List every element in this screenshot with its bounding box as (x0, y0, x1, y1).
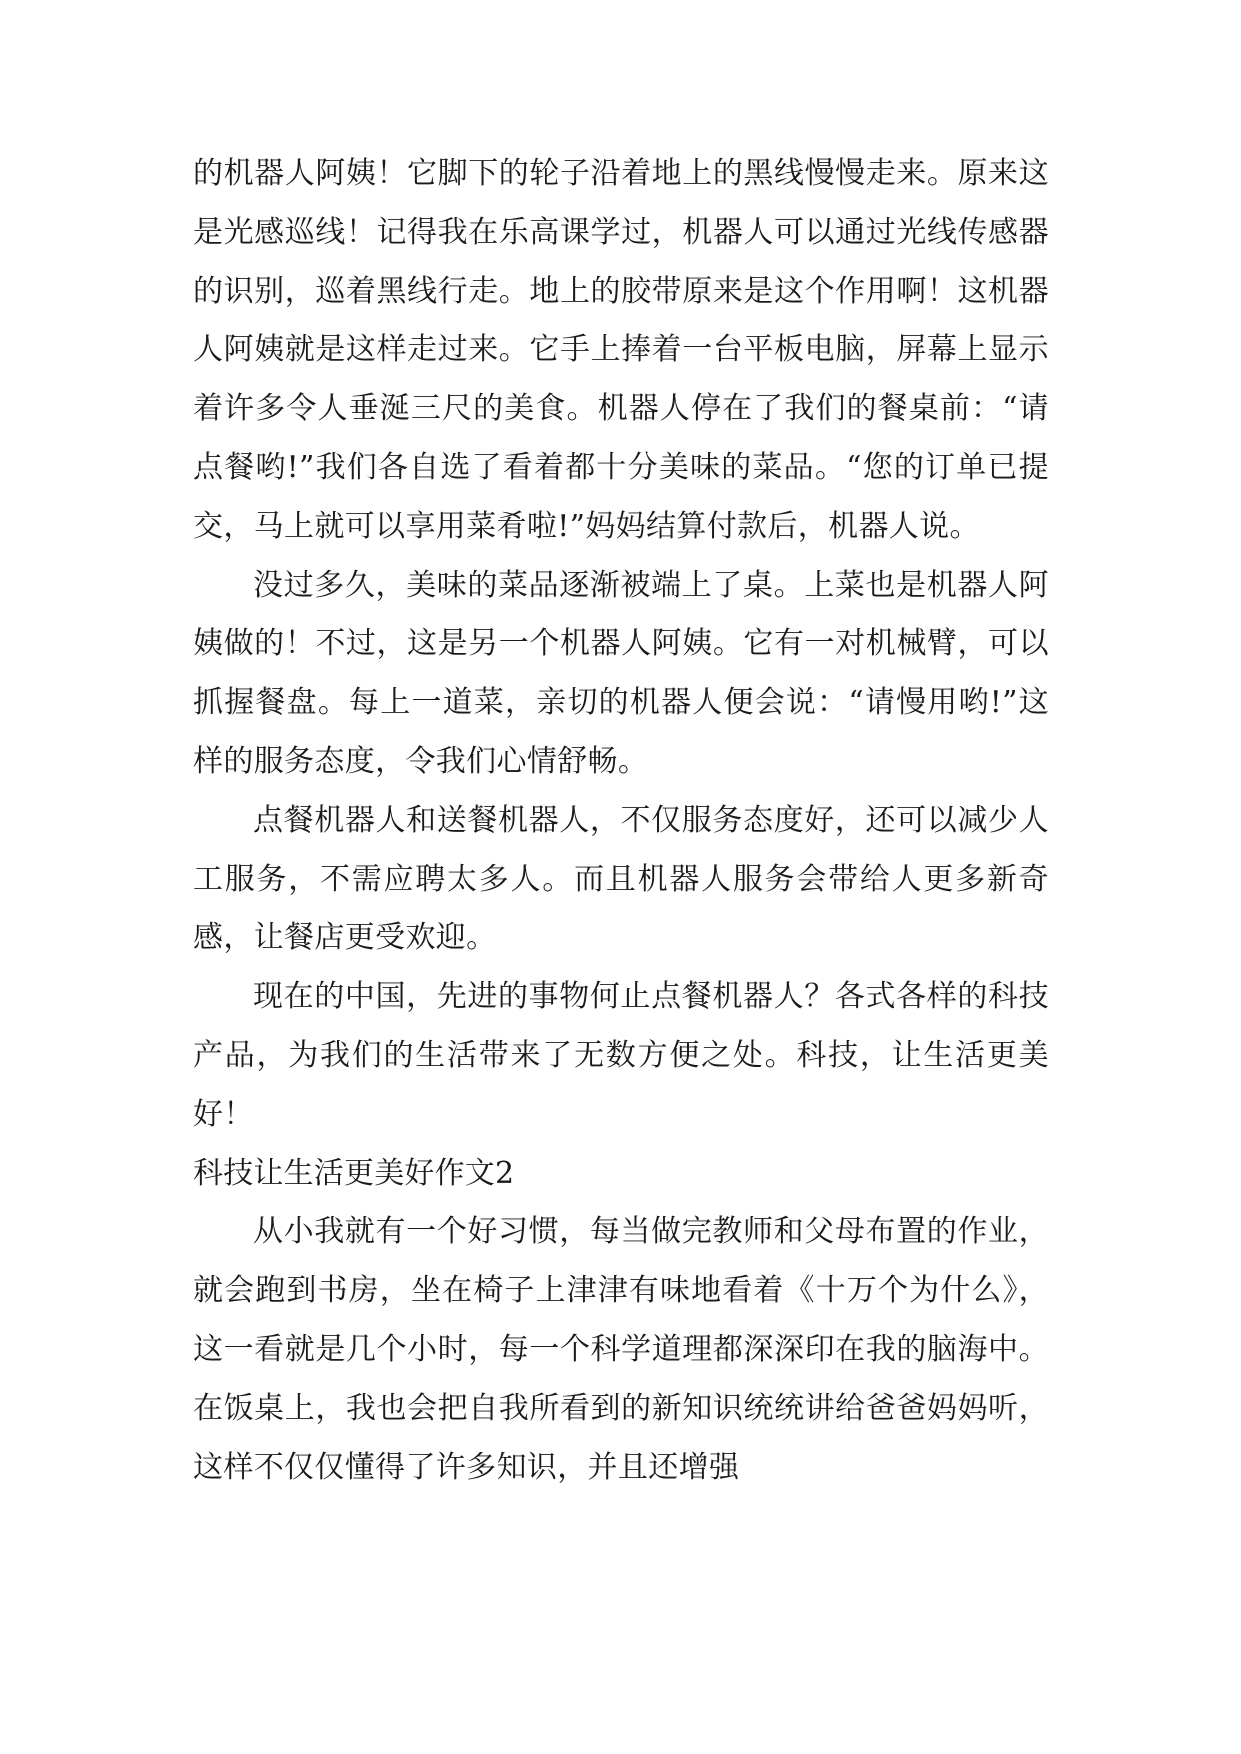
document-page (193, 145, 1049, 1497)
paragraph: 从小我就有一个好习惯，每当做完教师和父母布置的作业，就会跑到书房，坐在椅子上津津有味地看着《十万个为什么》，这一看就是几个小时，每一个科学道理都深深印在我的脑海中。在饭桌上，我也会把自我所看到的新知识统统讲给爸爸妈妈听，这样不仅仅懂得了许多知识，并且还增强 (193, 1214, 1049, 1485)
paragraph: 没过多久，美味的菜品逐渐被端上了桌。上菜也是机器人阿姨做的！不过，这是另一个机器人阿姨。它有一对机械臂，可以抓握餐盘。每上一道菜，亲切的机器人便会说：“请慢用哟!”这样的服务态度，令我们心情舒畅。 (193, 567, 1049, 779)
paragraph: 点餐机器人和送餐机器人，不仅服务态度好，还可以减少人工服务，不需应聘太多人。而且机器人服务会带给人更多新奇感，让餐店更受欢迎。 (193, 802, 1049, 956)
paragraph: 现在的中国，先进的事物何止点餐机器人？各式各样的科技产品，为我们的生活带来了无数方便之处。科技，让生活更美好！ (193, 979, 1049, 1132)
paragraph-continued: 的机器人阿姨！它脚下的轮子沿着地上的黑线慢慢走来。原来这是光感巡线！记得我在乐高课学过，机器人可以通过光线传感器的识别，巡着黑线行走。地上的胶带原来是这个作用啊！这机器人阿姨就是这样走过来。它手上捧着一台平板电脑，屏幕上显示着许多令人垂涎三尺的美食。机器人停在了我们的餐桌前：“请点餐哟!”我们各自选了看着都十分美味的菜品。“您的订单已提交，马上就可以享用菜肴啦!”妈妈结算付款后，机器人说。 (193, 156, 1049, 544)
section-title: 科技让生活更美好作文2 (193, 1155, 515, 1191)
